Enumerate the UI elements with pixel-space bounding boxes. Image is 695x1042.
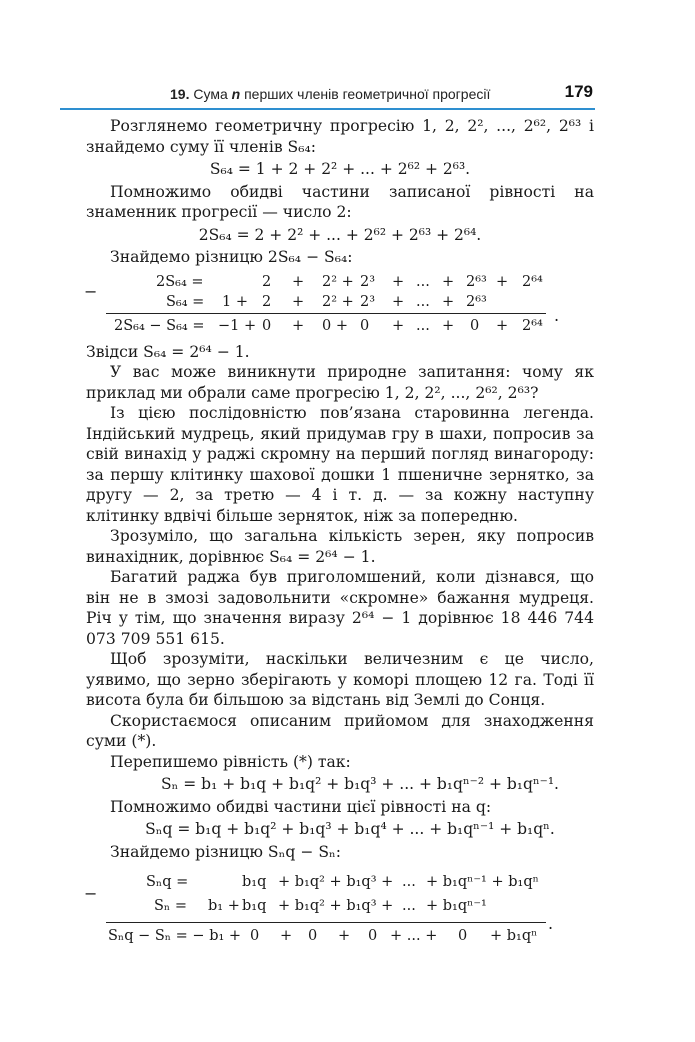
paragraph-1: Розглянемо геометричну прогресію 1, 2, 2², ..., 2⁶², 2⁶³ і знайдемо суму її членів S₆₄: — [86, 117, 594, 156]
term: + — [292, 317, 305, 334]
page-content — [86, 116, 594, 954]
term: 0 — [262, 317, 272, 334]
section-title-post: перших членів геометричної прогресії — [244, 86, 491, 102]
term: ... — [416, 293, 430, 310]
term: ... — [416, 317, 430, 334]
term: 2⁶³ — [466, 293, 487, 310]
term: + — [280, 928, 293, 944]
section-title-pre: Сума — [193, 86, 228, 102]
term: 2³ — [360, 293, 376, 310]
paragraph-11: Перепишемо рівність (*) так: — [110, 752, 351, 771]
sub1-row3-label: 2S₆₄ − S₆₄ = — [114, 317, 205, 334]
term: + — [442, 273, 455, 290]
term: 1 + — [222, 293, 248, 310]
term: 2 — [262, 293, 272, 310]
term: + — [292, 273, 305, 290]
paragraph-12: Помножимо обидві частини цієї рівності на q: — [110, 797, 492, 816]
term: + b₁q² + b₁q³ + — [278, 874, 394, 890]
paragraph-5: У вас може виникнути природне запитання: чому як приклад ми обрали саме прогресію 1, 2, 2², ..., 2⁶², 2⁶³? — [86, 363, 594, 402]
paragraph-6: Із цією послідовністю пов’язана старовинна легенда. Індійський мудрець, який придумав гру в шахи, попросив за свій винахід у раджі скромну на перший погляд винагороду: за першу клітинку шахової дошки 1 пшеничне зернятко, за другу — 2, за третю — 4 і т. д. — за кожну наступну клітинку вдвічі більше зерняток, ніж за попередню. — [86, 404, 594, 525]
page-number: 179 — [564, 82, 593, 101]
subtraction-line — [106, 922, 546, 923]
term: b₁ + — [208, 898, 240, 914]
term: + ... + — [390, 928, 438, 944]
sub1-row1-label: 2S₆₄ = — [156, 273, 204, 290]
paragraph-3: Знайдемо різницю 2S₆₄ − S₆₄: — [110, 248, 353, 266]
section-title — [170, 86, 490, 102]
sub2-row-2 — [86, 896, 594, 920]
term: ... — [416, 273, 430, 290]
page-header — [60, 84, 595, 110]
term: 0 — [360, 317, 370, 334]
term: 2³ — [360, 273, 376, 290]
term: 2² + — [322, 273, 354, 290]
term: 2² + — [322, 293, 354, 310]
sub1-row-2 — [86, 292, 594, 312]
term: 2⁶⁴ — [522, 317, 543, 334]
term: 0 — [470, 317, 480, 334]
term: 2⁶⁴ — [522, 273, 543, 290]
minus-sign: − — [84, 884, 98, 903]
term: ... — [402, 874, 416, 890]
paragraph-8: Багатий раджа був приголомшений, коли дізнався, що він не в змозі задовольнити «скромне» бажання мудреця. Річ у тім, що значення виразу 2⁶⁴ − 1 дорівнює 18 446 744 073 709 551 615. — [86, 568, 594, 648]
term: + — [392, 293, 405, 310]
sub2-row-3 — [86, 926, 594, 946]
section-title-var: n — [231, 86, 241, 102]
sub2-row2-label: Sₙ = — [154, 898, 187, 914]
term: 2⁶³ — [466, 273, 487, 290]
term: + — [442, 293, 455, 310]
term: 0 + — [322, 317, 348, 334]
sub1-row-3 — [86, 316, 594, 336]
sub2-row1-label: Sₙq = — [146, 874, 189, 890]
minus-sign: − — [84, 281, 98, 301]
term: b₁q — [242, 898, 267, 914]
subtraction-block-1 — [86, 272, 594, 336]
paragraph-7: Зрозуміло, що загальна кількість зерен, яку попросив винахідник, дорівнює S₆₄ = 2⁶⁴ − 1. — [86, 527, 594, 566]
term: ... — [402, 898, 416, 914]
paragraph-9: Щоб зрозуміти, наскільки величезним є це число, уявимо, що зерно зберігають у коморі площею 12 га. Тоді її висота була би більшою за відстань від Землі до Сонця. — [86, 650, 594, 709]
term: + — [292, 293, 305, 310]
term: 0 — [368, 928, 378, 944]
sub2-row-1 — [86, 872, 594, 896]
term: + — [338, 928, 351, 944]
term: + — [392, 273, 405, 290]
paragraph-13: Знайдемо різницю Sₙq − Sₙ: — [110, 842, 341, 861]
subtraction-line — [106, 313, 546, 314]
term: + b₁qⁿ⁻¹ + b₁qⁿ — [426, 874, 539, 890]
term: 0 — [250, 928, 260, 944]
term: + — [392, 317, 405, 334]
term: −1 + — [218, 317, 257, 334]
subtraction-block-2 — [86, 872, 594, 948]
term: + b₁q² + b₁q³ + — [278, 898, 394, 914]
formula-snq: Sₙq = b₁q + b₁q² + b₁q³ + b₁q⁴ + ... + b₁qⁿ⁻¹ + b₁qⁿ. — [145, 820, 555, 838]
term: + — [496, 317, 509, 334]
sub2-row3-label: Sₙq − Sₙ = − b₁ + — [108, 928, 242, 944]
sub1-row-1 — [86, 272, 594, 292]
paragraph-2: Помножимо обидві частини записаної рівності на знаменник прогресії — число 2: — [86, 182, 594, 221]
paragraph-4: Звідси S₆₄ = 2⁶⁴ − 1. — [86, 342, 250, 361]
formula-s64: S₆₄ = 1 + 2 + 2² + ... + 2⁶² + 2⁶³. — [209, 160, 471, 178]
formula-2s64: 2S₆₄ = 2 + 2² + ... + 2⁶² + 2⁶³ + 2⁶⁴. — [198, 225, 482, 244]
term: b₁q — [242, 874, 267, 890]
formula-sn: Sₙ = b₁ + b₁q + b₁q² + b₁q³ + ... + b₁qⁿ⁻² + b₁qⁿ⁻¹. — [161, 775, 559, 793]
term: + — [442, 317, 455, 334]
paragraph-10: Скористаємося описаним прийомом для знаходження суми (*). — [86, 711, 594, 750]
term: + b₁qⁿ — [490, 928, 538, 944]
period: . — [554, 305, 560, 325]
term: 0 — [458, 928, 468, 944]
period: . — [548, 914, 554, 933]
term: 2 — [262, 273, 272, 290]
term: 0 — [308, 928, 318, 944]
sub1-row2-label: S₆₄ = — [166, 293, 205, 310]
term: + — [496, 273, 509, 290]
section-number: 19. — [170, 86, 190, 102]
term: + b₁qⁿ⁻¹ — [426, 898, 487, 914]
